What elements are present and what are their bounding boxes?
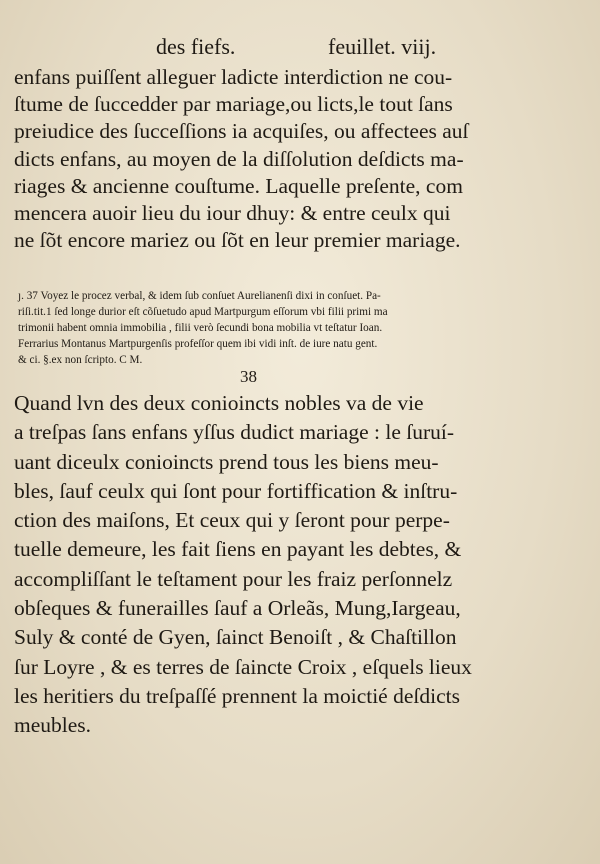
text-line: ſtume de ſuccedder par mariage,ou licts,le tout ſans <box>14 92 453 117</box>
text-line: ction des maiſons, Et ceux qui y ſeront pour perpe- <box>14 508 450 533</box>
text-line: ne ſõt encore mariez ou ſõt en leur premier mariage. <box>14 228 461 253</box>
running-head-left: des fiefs. <box>156 34 236 59</box>
text-line: meubles. <box>14 713 92 738</box>
note-line: & ci. §.ex non ſcripto. C M. <box>18 354 143 366</box>
note-line: ȷ. 37 Voyez le procez verbal, & idem ſub conſuet Aurelianenſi dixi in conſuet. Pa- <box>18 290 381 302</box>
text-line: mencera auoir lieu du iour dhuy: & entre ceulx qui <box>14 200 451 225</box>
text-line: uant diceulx conioincts prend tous les biens meu- <box>14 449 439 474</box>
text-line: preiudice des ſucceſſions ia acquiſes, ou affectees auſ <box>14 119 469 144</box>
text-line: les heritiers du treſpaſſé prennent la moictié deſdicts <box>14 683 460 708</box>
text-line: bles, ſauf ceulx qui ſont pour fortiffication & inſtru- <box>14 478 458 503</box>
running-head-right: feuillet. viij. <box>328 34 437 59</box>
note-line: trimonii habent omnia immobilia , filii verò ſecundi bona mobilia vt teſtatur Ioan. <box>18 322 383 334</box>
text-line: tuelle demeure, les fait ſiens en payant les debtes, & <box>14 537 462 562</box>
body-paragraph <box>14 64 492 254</box>
text-line: ſur Loyre , & es terres de ſaincte Croix , eſquels lieux <box>14 654 472 679</box>
article-paragraph <box>14 389 494 741</box>
text-line: riages & ancienne couſtume. Laquelle preſente, com <box>14 173 463 198</box>
running-head <box>0 34 600 64</box>
text-line: enfans puiſſent alleguer ladicte interdiction ne cou- <box>14 65 453 89</box>
article-number: 38 <box>240 367 257 386</box>
marginal-note <box>18 288 500 368</box>
text-line: a treſpas ſans enfans yſſus dudict mariage : le ſuruí- <box>14 420 455 445</box>
text-line: accompliſſant le teſtament pour les fraiz perſonnelz <box>14 566 453 591</box>
note-line: riſi.tit.1 ſed longe durior eſt cõſuetudo apud Martpurgum eſſorum vbi filii primi ma <box>18 306 388 318</box>
text-line: Suly & conté de Gyen, ſainct Benoiſt , & Chaſtillon <box>14 625 457 650</box>
note-line: Ferrarius Montanus Martpurgenſis profeſſor quem ibi vidi inſt. de iure natu gent. <box>18 338 378 350</box>
text-line: Quand lvn des deux conioincts nobles va de vie <box>14 391 424 415</box>
text-line: dicts enfans, au moyen de la diſſolution deſdicts ma- <box>14 146 464 171</box>
text-line: obſeques & funerailles ſauf a Orleãs, Mung,Iargeau, <box>14 596 461 621</box>
